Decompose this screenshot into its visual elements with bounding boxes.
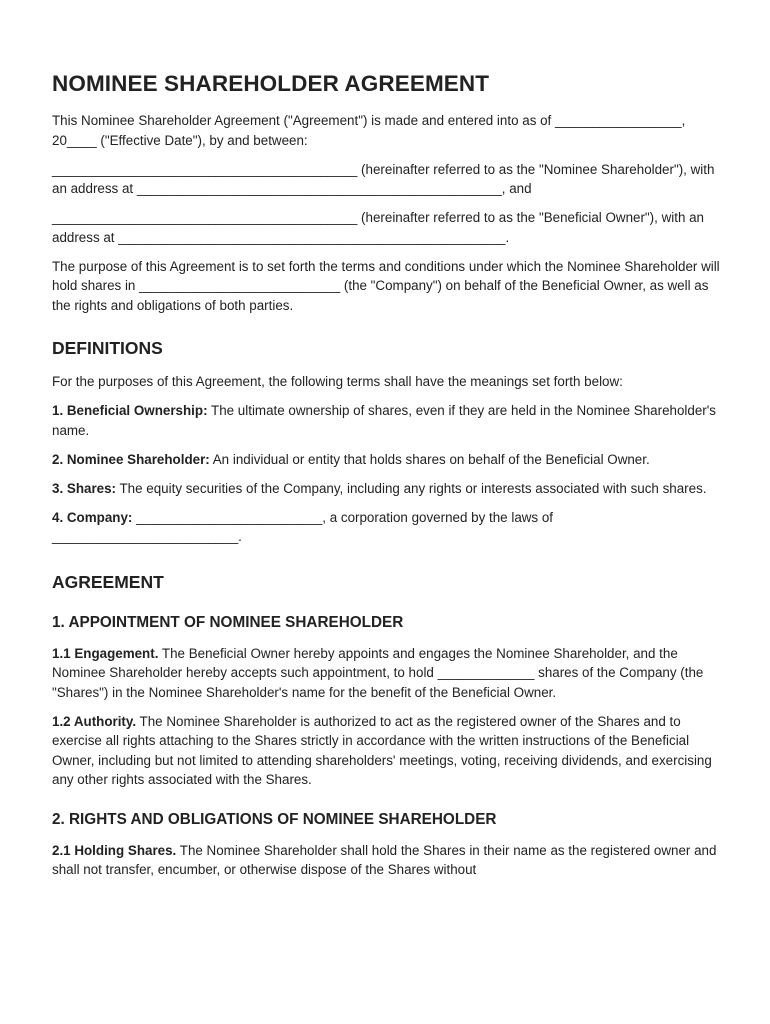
- definition-item: [52, 508, 722, 547]
- definition-text: _________________________, a corporation governed by the laws of _________________________.: [52, 509, 554, 544]
- clause-2-1: [52, 841, 722, 880]
- clause-term: 2.1 Holding Shares.: [52, 842, 177, 858]
- beneficial-party-paragraph: _________________________________________ (hereinafter referred to as the "Beneficial Owner"), with an address at ____________________________________________________.: [52, 210, 705, 245]
- clause-1-1: [52, 644, 722, 703]
- section-1-heading: 1. APPOINTMENT OF NOMINEE SHAREHOLDER: [52, 613, 404, 631]
- definition-item: [52, 401, 722, 440]
- definition-text: The ultimate ownership of shares, even if they are held in the Nominee Shareholder's name.: [52, 403, 716, 438]
- intro-paragraph: This Nominee Shareholder Agreement ("Agreement") is made and entered into as of _________________, 20____ ("Effective Date"), by and between:: [52, 113, 686, 148]
- purpose-paragraph: The purpose of this Agreement is to set forth the terms and conditions under which the Nominee Shareholder will hold shares in ___________________________ (the "Company") on behalf of the Beneficial Owner, as well as the rights and obligations of both parties.: [52, 258, 720, 313]
- definition-term: 1. Beneficial Ownership:: [52, 403, 208, 418]
- clause-term: 1.2 Authority.: [52, 713, 137, 729]
- definitions-heading: DEFINITIONS: [52, 338, 163, 358]
- clause-text: The Nominee Shareholder shall hold the Shares in their name as the registered owner and shall not transfer, encumber, or otherwise dispose of the Shares without: [52, 842, 717, 877]
- clause-text: The Beneficial Owner hereby appoints and engages the Nominee Shareholder, and the Nominee Shareholder hereby accepts such appointment, to hold _____________ shares of the Company (the "Shares") in the Nominee Shareholder's name for the benefit of the Beneficial Owner.: [52, 645, 704, 700]
- section-2-heading: 2. RIGHTS AND OBLIGATIONS OF NOMINEE SHAREHOLDER: [52, 810, 497, 828]
- nominee-party-paragraph: _________________________________________ (hereinafter referred to as the "Nominee Shareholder"), with an address at _________________________________________________, and: [52, 161, 715, 196]
- agreement-heading: AGREEMENT: [52, 571, 164, 592]
- document-title: NOMINEE SHAREHOLDER AGREEMENT: [52, 71, 490, 96]
- definition-item: [52, 479, 722, 499]
- clause-text: The Nominee Shareholder is authorized to act as the registered owner of the Shares and to exercise all rights attaching to the Shares strictly in accordance with the written instructions of the Beneficial Owner, including but not limited to attending shareholders' meetings, voting, receiving dividends, and exercising any other rights associated with the Shares.: [52, 713, 712, 787]
- clause-1-2: [52, 712, 722, 790]
- definition-item: [52, 450, 722, 470]
- definition-term: 3. Shares:: [52, 480, 117, 496]
- definition-text: The equity securities of the Company, including any rights or interests associated with such shares.: [116, 480, 707, 496]
- definition-text: An individual or entity that holds shares on behalf of the Beneficial Owner.: [209, 451, 650, 467]
- definition-term: 4. Company:: [52, 509, 133, 525]
- document-page: [52, 70, 722, 889]
- definition-term: 2. Nominee Shareholder:: [52, 451, 210, 467]
- clause-term: 1.1 Engagement.: [52, 645, 159, 661]
- definitions-intro: For the purposes of this Agreement, the following terms shall have the meanings set forth below:: [52, 374, 623, 389]
